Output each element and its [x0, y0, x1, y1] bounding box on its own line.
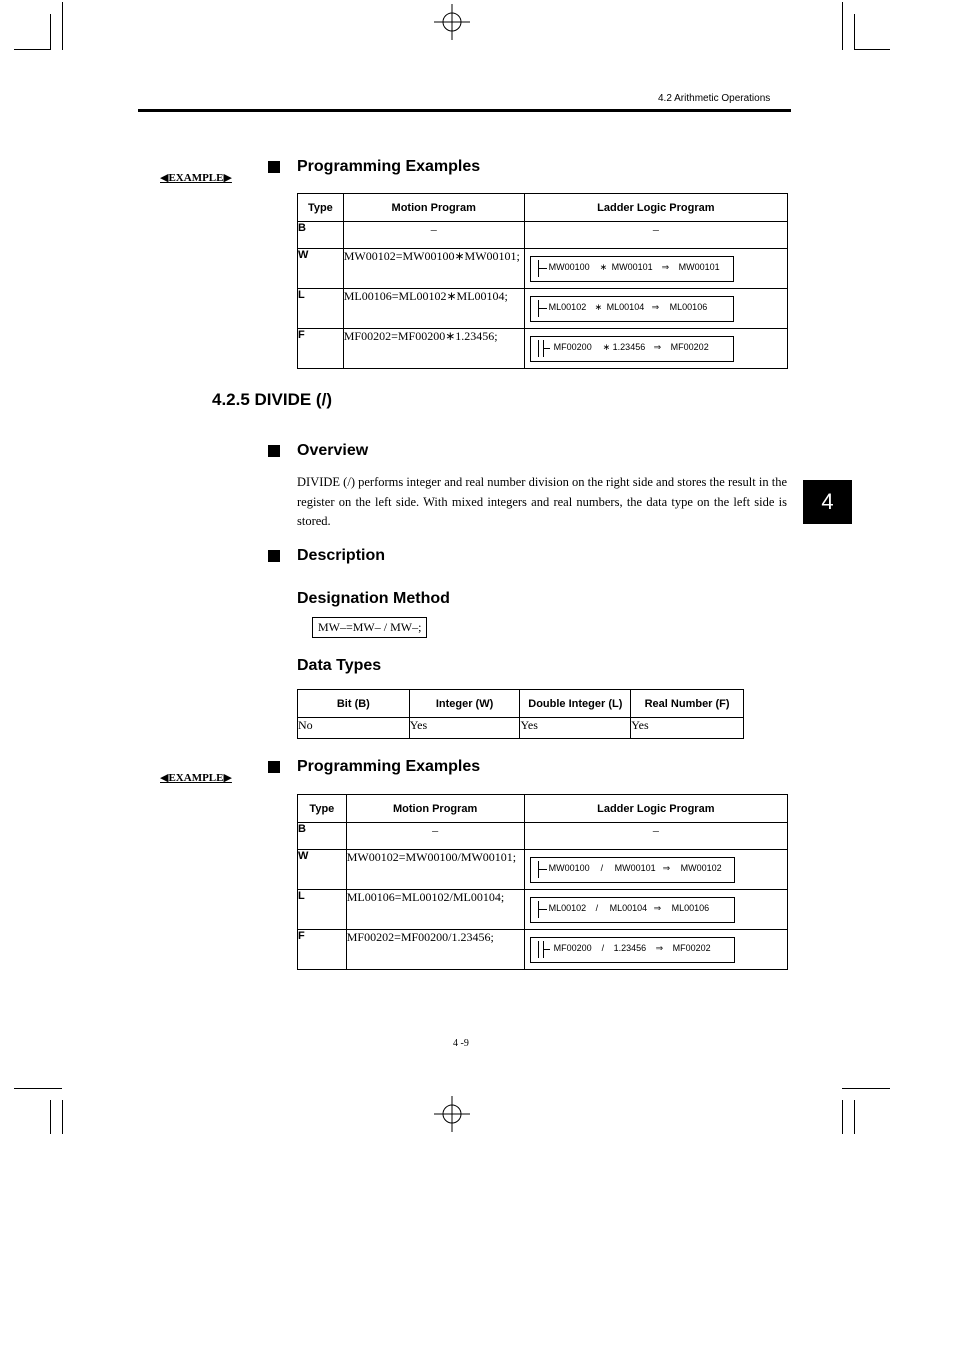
bullet-square-icon: [268, 761, 280, 773]
data-types-table: [297, 689, 744, 739]
arrow-icon: ⇒: [661, 262, 670, 272]
motion-cell: MF00202=MF00200/1.23456;: [346, 930, 524, 970]
motion-cell: –: [346, 823, 524, 850]
data-type-value: Yes: [631, 718, 744, 739]
type-cell: W: [298, 850, 347, 890]
motion-cell: MW00102=MW00100/MW00101;: [346, 850, 524, 890]
ladder-operand: ML00104: [609, 903, 648, 913]
table-row: [298, 289, 788, 329]
arrow-icon: ⇒: [662, 863, 671, 873]
table-row: [298, 823, 788, 850]
ladder-cell: [524, 890, 787, 930]
column-header: Integer (W): [409, 690, 520, 718]
triangle-left-icon: ◀: [160, 172, 169, 184]
column-header: Real Number (F): [631, 690, 744, 718]
ladder-cell: [524, 289, 787, 329]
multiply-examples-table: [297, 193, 788, 369]
ladder-operand: 1.23456: [612, 342, 646, 352]
subsection-title: 4.2.5 DIVIDE (/): [212, 390, 332, 409]
type-cell: L: [298, 890, 347, 930]
ladder-diagram: [530, 336, 734, 362]
type-cell: B: [298, 222, 344, 249]
column-header: Double Integer (L): [520, 690, 631, 718]
motion-cell: –: [343, 222, 524, 249]
table-row: [298, 329, 788, 369]
divide-examples-table: [297, 794, 788, 970]
ladder-operator: ∗: [599, 262, 608, 272]
ladder-operand: 1.23456: [613, 943, 647, 953]
arrow-icon: ⇒: [653, 342, 662, 352]
table-header-row: [298, 194, 788, 222]
data-type-value: Yes: [520, 718, 631, 739]
bullet-square-icon: [268, 550, 280, 562]
ladder-result: MW00102: [680, 863, 722, 873]
example-badge: ◀EXAMPLE▶: [160, 172, 232, 184]
header-rule: [138, 109, 791, 112]
ladder-operand: MW00101: [611, 262, 653, 272]
ladder-cell: [524, 930, 787, 970]
section-heading: Programming Examples: [297, 158, 481, 175]
column-header: Bit (B): [298, 690, 410, 718]
table-row: [298, 718, 744, 739]
type-cell: W: [298, 249, 344, 289]
motion-cell: MW00102=MW00100∗MW00101;: [343, 249, 524, 289]
arrow-icon: ⇒: [653, 903, 662, 913]
subheading: Designation Method: [297, 590, 450, 607]
column-header: Type: [298, 795, 347, 823]
ladder-cell: [524, 329, 787, 369]
table-row: [298, 890, 788, 930]
section-heading: Description: [297, 547, 386, 564]
table-header-row: [298, 795, 788, 823]
ladder-cell: [524, 850, 787, 890]
ladder-result: MF00202: [670, 342, 709, 352]
column-header: Ladder Logic Program: [524, 795, 787, 823]
designation-format: MW–=MW– / MW–;: [312, 617, 427, 638]
table-row: [298, 249, 788, 289]
ladder-diagram: [530, 857, 735, 883]
ladder-cell: –: [524, 222, 787, 249]
registration-mark-bottom: [432, 1094, 472, 1134]
motion-cell: ML00106=ML00102∗ML00104;: [343, 289, 524, 329]
ladder-operator: /: [600, 863, 604, 873]
ladder-operand: ML00102: [548, 302, 587, 312]
ladder-operator: ∗: [594, 302, 603, 312]
triangle-left-icon: ◀: [160, 772, 169, 784]
ladder-operator: /: [601, 943, 605, 953]
subheading: Data Types: [297, 657, 382, 674]
bullet-square-icon: [268, 161, 280, 173]
ladder-diagram: [530, 897, 735, 923]
running-header: 4.2 Arithmetic Operations: [658, 93, 771, 104]
ladder-diagram: [530, 256, 734, 282]
ladder-operand: MF00200: [553, 943, 592, 953]
type-cell: F: [298, 930, 347, 970]
ladder-operand: MF00200: [553, 342, 592, 352]
column-header: Type: [298, 194, 344, 222]
column-header: Ladder Logic Program: [524, 194, 787, 222]
ladder-operand: MW00100: [548, 863, 590, 873]
triangle-right-icon: ▶: [223, 772, 232, 784]
ladder-operand: ML00102: [548, 903, 587, 913]
section-heading: Programming Examples: [297, 758, 481, 775]
motion-cell: MF00202=MF00200∗1.23456;: [343, 329, 524, 369]
ladder-operand: MW00100: [548, 262, 590, 272]
overview-paragraph: DIVIDE (/) performs integer and real number division on the right side and stores the result in the register on the left side. With mixed integers and real numbers, the data type on the left side is stored.: [297, 475, 787, 528]
ladder-cell: [524, 249, 787, 289]
bullet-square-icon: [268, 445, 280, 457]
ladder-operator: ∗: [602, 342, 611, 352]
arrow-icon: ⇒: [655, 943, 664, 953]
ladder-result: ML00106: [671, 903, 710, 913]
section-heading: Overview: [297, 442, 369, 459]
arrow-icon: ⇒: [651, 302, 660, 312]
motion-cell: ML00106=ML00102/ML00104;: [346, 890, 524, 930]
registration-mark-top: [432, 2, 472, 42]
page-number: 4 -9: [453, 1038, 469, 1049]
type-cell: L: [298, 289, 344, 329]
column-header: Motion Program: [343, 194, 524, 222]
triangle-right-icon: ▶: [223, 172, 232, 184]
table-row: [298, 850, 788, 890]
chapter-tab: 4: [803, 480, 852, 524]
type-cell: B: [298, 823, 347, 850]
ladder-cell: –: [524, 823, 787, 850]
table-row: [298, 222, 788, 249]
ladder-operand: MW00101: [614, 863, 656, 873]
example-badge: ◀EXAMPLE▶: [160, 772, 232, 784]
column-header: Motion Program: [346, 795, 524, 823]
ladder-operand: ML00104: [606, 302, 645, 312]
ladder-diagram: [530, 296, 734, 322]
ladder-operator: /: [595, 903, 599, 913]
table-row: [298, 930, 788, 970]
data-type-value: No: [298, 718, 410, 739]
ladder-result: MF00202: [672, 943, 711, 953]
type-cell: F: [298, 329, 344, 369]
ladder-result: ML00106: [669, 302, 708, 312]
table-header-row: [298, 690, 744, 718]
ladder-diagram: [530, 937, 735, 963]
ladder-result: MW00101: [678, 262, 720, 272]
data-type-value: Yes: [409, 718, 520, 739]
